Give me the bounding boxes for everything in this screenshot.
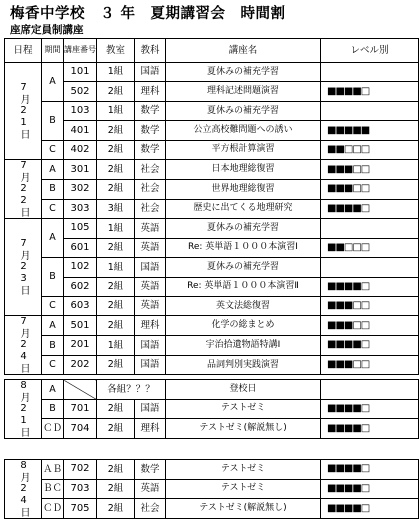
subject-cell: 社会: [135, 179, 166, 199]
period-cell: C: [42, 296, 64, 315]
code-cell: 102: [64, 258, 97, 277]
code-cell: 601: [64, 238, 97, 257]
level-cell: ■■■□□: [321, 316, 419, 336]
table-row: [5, 336, 419, 356]
level-cell: ■■■■□: [321, 82, 419, 101]
code-cell: 703: [64, 479, 97, 499]
course-cell: 夏休みの補充学習: [166, 258, 321, 277]
code-cell: 105: [64, 219, 97, 238]
table-row: [5, 101, 419, 120]
table-row: [5, 399, 419, 419]
level-cell: ■■□□□: [321, 140, 419, 159]
date-cell: 7月24日: [5, 316, 42, 375]
subject-cell: 数学: [135, 460, 166, 480]
subject-cell: 英語: [135, 219, 166, 238]
room-cell: 1組: [97, 101, 135, 120]
table-row: [5, 460, 419, 480]
period-cell: C: [42, 199, 64, 219]
subject-cell: 数学: [135, 140, 166, 159]
room-cell: 3組: [97, 199, 135, 219]
period-cell: B: [42, 258, 64, 297]
period-cell: A: [42, 219, 64, 258]
code-cell: 302: [64, 179, 97, 199]
level-cell: ■■■□□: [321, 296, 419, 315]
header-period: 期間: [42, 39, 64, 63]
table-row: [5, 199, 419, 219]
page-subtitle: 座席定員制講座: [10, 24, 84, 36]
course-cell: 化学の総まとめ: [166, 316, 321, 336]
subject-cell: 英語: [135, 277, 166, 296]
period-cell: B: [42, 179, 64, 199]
period-cell: ＣＤ: [42, 419, 64, 439]
table-row: [5, 179, 419, 199]
subject-cell: 国語: [135, 258, 166, 277]
course-cell: テストゼミ(解説無し): [166, 499, 321, 519]
code-cell: 702: [64, 460, 97, 480]
schedule-table-aug24: [4, 459, 419, 519]
room-cell: 1組: [97, 258, 135, 277]
room-cell: 2組: [97, 179, 135, 199]
period-cell: C: [42, 355, 64, 375]
table-row: [5, 380, 419, 400]
date-cell: 8月24日: [5, 460, 42, 519]
level-cell: [321, 219, 419, 238]
room-cell: 各組？？？: [97, 380, 166, 400]
code-cell: 701: [64, 399, 97, 419]
header-code: 講座番号: [64, 39, 97, 63]
room-cell: 2組: [97, 479, 135, 499]
level-cell: ■■■■■: [321, 121, 419, 140]
table-row: [5, 63, 419, 82]
period-cell: ＣＤ: [42, 499, 64, 519]
header-subject: 教科: [135, 39, 166, 63]
schedule-body-aug21: [5, 380, 419, 439]
code-cell: 603: [64, 296, 97, 315]
code-cell: 705: [64, 499, 97, 519]
course-cell: Re: 英単語１０００本演習Ⅱ: [166, 277, 321, 296]
subject-cell: 社会: [135, 160, 166, 180]
room-cell: 2組: [97, 238, 135, 257]
code-cell: 402: [64, 140, 97, 159]
period-cell: A: [42, 316, 64, 336]
period-cell: ＡＢ: [42, 460, 64, 480]
subject-cell: 英語: [135, 296, 166, 315]
schedule-table-aug21: [4, 379, 419, 439]
course-cell: 夏休みの補充学習: [166, 101, 321, 120]
code-cell: 201: [64, 336, 97, 356]
table-row: [5, 296, 419, 315]
course-cell: 夏休みの補充学習: [166, 219, 321, 238]
level-cell: [321, 258, 419, 277]
room-cell: 1組: [97, 219, 135, 238]
diagonal-cell: [64, 380, 97, 400]
room-cell: 2組: [97, 460, 135, 480]
code-cell: 501: [64, 316, 97, 336]
level-cell: ■■■■□: [321, 460, 419, 480]
period-cell: ＢＣ: [42, 479, 64, 499]
level-cell: [321, 101, 419, 120]
date-cell: 7月22日: [5, 160, 42, 219]
course-cell: 世界地理総復習: [166, 179, 321, 199]
level-cell: ■■■□□: [321, 160, 419, 180]
level-cell: ■■■■□: [321, 479, 419, 499]
table-row: [5, 499, 419, 519]
level-cell: ■■■■□: [321, 419, 419, 439]
table-row: [5, 82, 419, 101]
course-cell: テストゼミ: [166, 479, 321, 499]
room-cell: 2組: [97, 355, 135, 375]
table-row: [5, 219, 419, 238]
code-cell: 303: [64, 199, 97, 219]
room-cell: 1組: [97, 63, 135, 82]
table-row: [5, 140, 419, 159]
course-cell: 夏休みの補充学習: [166, 63, 321, 82]
course-cell: 歴史に出てくる地理研究: [166, 199, 321, 219]
code-cell: 704: [64, 419, 97, 439]
level-cell: ■■■■□: [321, 499, 419, 519]
room-cell: 2組: [97, 140, 135, 159]
course-cell: 平方根計算演習: [166, 140, 321, 159]
page-title: 梅香中学校 ３ 年 夏期講習会 時間割: [10, 6, 286, 22]
level-cell: [321, 63, 419, 82]
period-cell: B: [42, 336, 64, 356]
subject-cell: 数学: [135, 101, 166, 120]
room-cell: 2組: [97, 277, 135, 296]
table-row: [5, 355, 419, 375]
room-cell: 2組: [97, 160, 135, 180]
room-cell: 2組: [97, 316, 135, 336]
table-row: [5, 160, 419, 180]
code-cell: 202: [64, 355, 97, 375]
schedule-body-aug24: [5, 460, 419, 519]
room-cell: 2組: [97, 399, 135, 419]
course-cell: 宇治拾遺物語特講Ⅰ: [166, 336, 321, 356]
course-cell: テストゼミ(解説無し): [166, 419, 321, 439]
table-row: [5, 238, 419, 257]
subject-cell: 理科: [135, 316, 166, 336]
room-cell: 2組: [97, 419, 135, 439]
table-row: [5, 479, 419, 499]
period-cell: A: [42, 63, 64, 102]
date-cell: 7月21日: [5, 63, 42, 160]
header-course: 講座名: [166, 39, 321, 63]
period-cell: B: [42, 399, 64, 419]
header-level: レベル別: [321, 39, 419, 63]
subject-cell: 国語: [135, 399, 166, 419]
table-row: [5, 277, 419, 296]
date-cell: 7月23日: [5, 219, 42, 316]
course-cell: 理科記述問題演習: [166, 82, 321, 101]
course-cell: 登校日: [166, 380, 321, 400]
period-cell: B: [42, 101, 64, 140]
course-cell: 英文法総復習: [166, 296, 321, 315]
subject-cell: 理科: [135, 419, 166, 439]
room-cell: 2組: [97, 296, 135, 315]
level-cell: ■■□□□: [321, 238, 419, 257]
level-cell: ■■■□□: [321, 179, 419, 199]
header-date: 日程: [5, 39, 42, 63]
room-cell: 2組: [97, 121, 135, 140]
subject-cell: 国語: [135, 63, 166, 82]
subject-cell: 数学: [135, 121, 166, 140]
subject-cell: 社会: [135, 499, 166, 519]
course-cell: 公立高校難問題への誘い: [166, 121, 321, 140]
level-cell: ■■■■□: [321, 336, 419, 356]
subject-cell: 英語: [135, 238, 166, 257]
header-room: 教室: [97, 39, 135, 63]
code-cell: 301: [64, 160, 97, 180]
course-cell: テストゼミ: [166, 460, 321, 480]
level-cell: ■■■■□: [321, 399, 419, 419]
code-cell: 502: [64, 82, 97, 101]
subject-cell: 英語: [135, 479, 166, 499]
course-cell: 日本地理総復習: [166, 160, 321, 180]
table-row: [5, 258, 419, 277]
subject-cell: 理科: [135, 82, 166, 101]
room-cell: 2組: [97, 82, 135, 101]
schedule-table-july: [4, 38, 419, 375]
course-cell: テストゼミ: [166, 399, 321, 419]
level-cell: ■■■■□: [321, 199, 419, 219]
subject-cell: 国語: [135, 336, 166, 356]
code-cell: 602: [64, 277, 97, 296]
level-cell: ■■■□□: [321, 355, 419, 375]
subject-cell: 国語: [135, 355, 166, 375]
code-cell: 101: [64, 63, 97, 82]
room-cell: 2組: [97, 499, 135, 519]
date-cell: 8月21日: [5, 380, 42, 439]
period-cell: C: [42, 140, 64, 159]
period-cell: A: [42, 380, 64, 400]
level-cell: [321, 380, 419, 400]
table-row: [5, 121, 419, 140]
table-row: [5, 316, 419, 336]
table-row: [5, 419, 419, 439]
room-cell: 1組: [97, 336, 135, 356]
subject-cell: 社会: [135, 199, 166, 219]
course-cell: 品詞判別実践演習: [166, 355, 321, 375]
period-cell: A: [42, 160, 64, 180]
schedule-body-july: [5, 39, 419, 375]
header-row: [5, 39, 419, 63]
level-cell: ■■■■□: [321, 277, 419, 296]
course-cell: Re: 英単語１０００本演習Ⅰ: [166, 238, 321, 257]
code-cell: 401: [64, 121, 97, 140]
code-cell: 103: [64, 101, 97, 120]
